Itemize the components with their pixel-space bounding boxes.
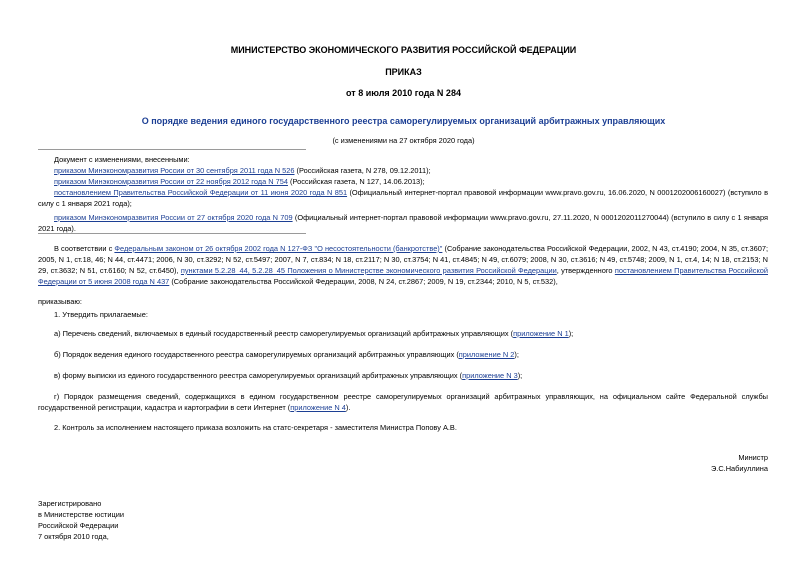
preamble-text-2: (Собрание законодательства Российской Федерации, 2002, N 43, ст.4190; 2004, N 35, ст.3607; 2005, N 1, ст.18, 46; N 44, ст.4471; 2006, N 30, ст.3292; N 52, ст.5497; 2007, N 7, ст.834; N 18, ст.2117; N 30, ст.3754; N 41, ст.4845; N 49, ст.6079; 2008, N 30, ст.3616; N 49, ст.5748; 2009, N 1, ст.4, 14; N 18, ст.2153; N 29, ст.3632; N 51, ст.6160; N 52, ст.6450), (38, 244, 768, 275)
law-127-link[interactable]: Федеральным законом от 26 октября 2002 года N 127-ФЗ "О несостоятельности (банкротстве)" (114, 244, 443, 253)
item-a (38, 328, 768, 339)
item-c-end: ); (517, 371, 523, 380)
item-a-end: ); (568, 329, 574, 338)
item-b (38, 349, 768, 360)
registration-line-2: в Министерстве юстиции (38, 510, 125, 519)
appendix-2-link[interactable]: приложение N 2 (458, 350, 515, 359)
item-b-text: б) Порядок ведения единого государственного реестра саморегулируемых организаций арбитражных управляющих ( (54, 350, 459, 359)
appendix-1-link[interactable]: приложение N 1 (513, 329, 569, 338)
registration-block (38, 498, 124, 542)
change-item-3 (38, 187, 768, 209)
appendix-3-link[interactable]: приложение N 3 (462, 371, 518, 380)
appendix-4-link[interactable]: приложение N 4 (290, 403, 346, 412)
item-b-end: ); (514, 350, 519, 359)
change-link-2[interactable]: приказом Минэкономразвития России от 22 ноября 2012 года N 754 (54, 177, 288, 186)
change-text-1: (Российская газета, N 278, 09.12.2011); (294, 166, 431, 175)
change-link-4[interactable]: приказом Минэкономразвития России от 27 октября 2020 года N 709 (54, 213, 293, 222)
change-link-3[interactable]: постановлением Правительства Российской Федерации от 11 июня 2020 года N 851 (54, 188, 348, 197)
change-item-4 (38, 212, 768, 234)
preamble-text-4: (Собрание законодательства Российской Федерации, 2008, N 24, ст.2867; 2009, N 19, ст.2344; 2010, N 5, ст.532), (169, 277, 558, 286)
change-text-2: (Российская газета, N 127, 14.06.2013); (287, 177, 425, 186)
change-item-2 (38, 176, 768, 187)
item-2: 2. Контроль за исполнением настоящего приказа возложить на статс-секретаря - заместителя Министра Попову А.В. (54, 423, 457, 432)
change-text-3: (Официальный интернет-портал правовой информации www.pravo.gov.ru, 16.06.2020, N 0001202006160027) (вступило в силу с 1 января 2021 года); (38, 188, 768, 208)
ministry-heading: МИНИСТЕРСТВО ЭКОНОМИЧЕСКОГО РАЗВИТИЯ РОССИЙСКОЙ ФЕДЕРАЦИИ (230, 45, 577, 55)
preamble-text-3: , утвержденного (556, 266, 615, 275)
changes-intro: Документ с изменениями, внесенными: (54, 155, 190, 164)
item-1: 1. Утвердить прилагаемые: (54, 310, 148, 319)
item-a-text: а) Перечень сведений, включаемых в единый государственный реестр саморегулируемых организаций арбитражных управляющих ( (54, 329, 514, 338)
registration-line-4: 7 октября 2010 года, (38, 532, 109, 541)
change-link-1[interactable]: приказом Минэкономразвития России от 30 сентября 2011 года N 526 (54, 166, 295, 175)
preamble-text-1: В соответствии с (54, 244, 115, 253)
change-item-1 (38, 165, 768, 176)
signature-name: Э.С.Набиуллина (710, 464, 768, 473)
doc-type-heading: ПРИКАЗ (385, 67, 422, 77)
item-d (38, 391, 768, 413)
registration-line-3: Российской Федерации (38, 521, 119, 530)
divider-top (38, 149, 306, 150)
changes-block (38, 154, 768, 234)
item-d-text: г) Порядок размещения сведений, содержащихся в едином государственном реестре саморегулируемых организаций арбитражных управляющих, на официальном сайте Федеральной службы государственной регистрации, кадастра и картографии в сети Интернет ( (38, 392, 768, 412)
item-d-end: ). (345, 403, 351, 412)
registration-line-1: Зарегистрировано (38, 499, 102, 508)
item-c (38, 370, 768, 381)
document-title (0, 115, 807, 127)
title-prefix: О (141, 116, 152, 126)
government-decree-437-link[interactable]: постановлением Правительства Российской Федерации от 5 июня 2008 года N 437 (38, 266, 769, 286)
change-text-4: (Официальный интернет-портал правовой информации www.pravo.gov.ru, 27.11.2020, N 0001202011270044) (вступило в силу с 1 января 2021 года). (38, 213, 768, 233)
divider-bottom (38, 233, 306, 234)
amended-note: (с изменениями на 27 октября 2020 года) (332, 136, 475, 145)
preamble (38, 243, 768, 287)
item-c-text: в) форму выписки из единого государственного реестра саморегулируемых организаций арбитражных управляющих ( (54, 371, 463, 380)
doc-date-number: от 8 июля 2010 года N 284 (346, 88, 461, 98)
signature-position: Министр (738, 453, 768, 462)
regulation-points-link[interactable]: пунктами 5.2.28_44, 5.2.28_45 Положения о Министерстве экономического развития Российской Федерации (180, 266, 557, 275)
title-link[interactable]: порядке ведения единого государственного реестра саморегулируемых организаций арбитражных управляющих (151, 116, 666, 126)
order-word: приказываю: (38, 297, 82, 306)
